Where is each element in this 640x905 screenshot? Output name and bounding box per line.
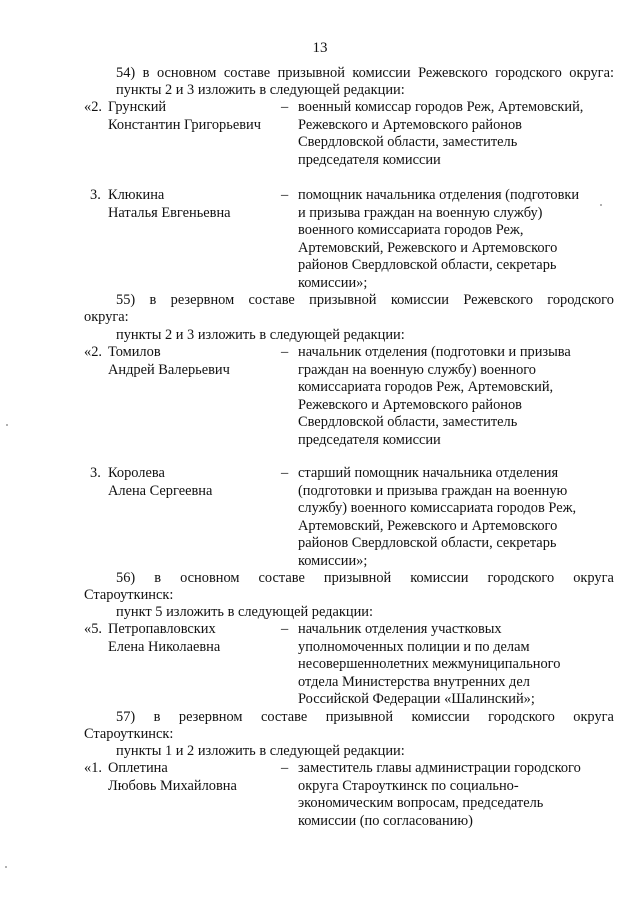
- member-name: [108, 621, 220, 656]
- position-line: старший помощник начальника отделения: [298, 465, 559, 481]
- dash: –: [281, 99, 289, 115]
- heading-word: составе: [248, 292, 295, 308]
- name-line: Королева: [108, 465, 165, 481]
- section-54-heading: [116, 65, 614, 83]
- member-position: [298, 621, 560, 709]
- heading-word: округа:: [569, 65, 614, 81]
- heading-word: комиссии: [411, 709, 470, 725]
- member-name: [108, 99, 261, 134]
- name-line: Константин Григорьевич: [108, 116, 261, 133]
- section-56-heading-cont: Староуткинск:: [84, 587, 174, 603]
- section-55-heading-cont: округа:: [84, 309, 129, 325]
- heading-word: 54): [116, 65, 136, 81]
- heading-word: городского: [547, 292, 614, 308]
- section-57-heading-cont: Староуткинск:: [84, 726, 174, 742]
- section-54-instruction: пункты 2 и 3 изложить в следующей редакции:: [116, 82, 405, 98]
- heading-word: Режевского: [463, 292, 533, 308]
- position-line: военный комиссар городов Реж, Артемовский,: [298, 99, 584, 115]
- dash: –: [281, 465, 289, 481]
- name-line: Любовь Михайловна: [108, 777, 237, 794]
- name-line: Оплетина: [108, 760, 168, 776]
- position-line: районов Свердловской области, секретарь: [298, 535, 557, 551]
- entry-number: «1.: [84, 760, 102, 776]
- name-line: Елена Николаевна: [108, 638, 221, 655]
- heading-word: основном: [180, 570, 240, 586]
- position-line: военного комиссариата городов Реж,: [298, 222, 524, 238]
- position-line: районов Свердловской области, секретарь: [298, 257, 557, 273]
- position-line: помощник начальника отделения (подготовки: [298, 187, 580, 203]
- name-line: Томилов: [108, 344, 161, 360]
- position-line: комиссии»;: [298, 274, 368, 291]
- position-line: председателя комиссии: [298, 431, 441, 448]
- heading-word: резервном: [178, 709, 243, 725]
- heading-word: призывной: [323, 570, 392, 586]
- section-56-heading: [116, 570, 614, 588]
- position-line: граждан на военную службу) военного: [298, 361, 536, 378]
- position-line: службу) военного комиссариата городов Реж,: [298, 500, 577, 516]
- section-55-heading: [116, 292, 614, 310]
- entry-number: 3.: [90, 465, 101, 481]
- heading-word: составе: [223, 65, 271, 81]
- entry-number: «5.: [84, 621, 102, 637]
- heading-word: в: [142, 65, 150, 81]
- heading-word: комиссии: [410, 570, 469, 586]
- member-name: [108, 344, 230, 379]
- dash: –: [281, 760, 289, 776]
- position-line: отдела Министерства внутренних дел: [298, 673, 530, 690]
- dash: –: [281, 187, 289, 203]
- name-line: Петропавловских: [108, 621, 216, 637]
- member-position: [298, 465, 576, 570]
- name-line: Алена Сергеевна: [108, 482, 213, 499]
- heading-word: округа: [573, 570, 614, 586]
- position-line: Свердловской области, заместитель: [298, 414, 518, 430]
- scan-speck: [600, 204, 602, 206]
- heading-word: составе: [258, 570, 305, 586]
- section-57-heading: [116, 709, 614, 727]
- heading-word: резервном: [170, 292, 235, 308]
- name-line: Грунский: [108, 99, 167, 115]
- entry-number: «2.: [84, 344, 102, 360]
- heading-word: в: [153, 709, 161, 725]
- entry-number: «2.: [84, 99, 102, 115]
- entry-number: 3.: [90, 187, 101, 203]
- name-line: Наталья Евгеньевна: [108, 204, 231, 221]
- name-line: Клюкина: [108, 187, 165, 203]
- heading-word: комиссии: [390, 292, 449, 308]
- heading-word: составе: [260, 709, 308, 725]
- heading-word: призывной: [277, 65, 345, 81]
- position-line: экономическим вопросам, председатель: [298, 795, 544, 811]
- name-line: Андрей Валерьевич: [108, 361, 230, 378]
- heading-word: городского: [488, 709, 555, 725]
- member-position: [298, 760, 581, 830]
- member-name: [108, 465, 212, 500]
- position-line: Свердловской области, заместитель: [298, 134, 518, 150]
- position-line: несовершеннолетних межмуниципального: [298, 656, 561, 672]
- page-number: 13: [312, 40, 328, 56]
- member-name: [108, 760, 237, 795]
- position-line: комиссии (по согласованию): [298, 812, 473, 829]
- position-line: округа Староуткинск по социально-: [298, 777, 519, 794]
- position-line: (подготовки и призыва граждан на военную: [298, 482, 568, 499]
- heading-word: Режевского: [418, 65, 488, 81]
- position-line: начальник отделения (подготовки и призыва: [298, 344, 571, 360]
- heading-word: округа: [573, 709, 614, 725]
- section-55-instruction: пункты 2 и 3 изложить в следующей редакции:: [116, 327, 405, 343]
- position-line: Артемовский, Режевского и Артемовского: [298, 239, 558, 256]
- position-line: начальник отделения участковых: [298, 621, 502, 637]
- scan-speck: [5, 866, 7, 868]
- position-line: Российской Федерации «Шалинский»;: [298, 691, 535, 707]
- heading-word: в: [154, 570, 162, 586]
- heading-word: 56): [116, 570, 136, 586]
- heading-word: городского: [487, 570, 555, 586]
- position-line: Режевского и Артемовского районов: [298, 116, 522, 133]
- position-line: и призыва граждан на военную службу): [298, 204, 543, 221]
- position-line: Режевского и Артемовского районов: [298, 396, 522, 413]
- dash: –: [281, 344, 289, 360]
- dash: –: [281, 621, 289, 637]
- position-line: Артемовский, Режевского и Артемовского: [298, 517, 558, 534]
- heading-word: городского: [495, 65, 562, 81]
- position-line: комиссии»;: [298, 552, 368, 569]
- section-57-instruction: пункты 1 и 2 изложить в следующей редакции:: [116, 743, 405, 759]
- heading-word: в: [149, 292, 157, 308]
- position-line: председателя комиссии: [298, 151, 441, 168]
- position-line: комиссариата городов Реж, Артемовский,: [298, 379, 554, 395]
- heading-word: комиссии: [352, 65, 411, 81]
- position-line: уполномоченных полиции и по делам: [298, 638, 530, 655]
- position-line: заместитель главы администрации городского: [298, 760, 581, 776]
- member-name: [108, 187, 231, 222]
- heading-word: 57): [116, 709, 136, 725]
- member-position: [298, 344, 571, 449]
- heading-word: призывной: [309, 292, 377, 308]
- scan-speck: [6, 424, 8, 426]
- member-position: [298, 99, 583, 169]
- section-56-instruction: пункт 5 изложить в следующей редакции:: [116, 604, 373, 620]
- heading-word: призывной: [325, 709, 394, 725]
- heading-word: 55): [116, 292, 136, 308]
- heading-word: основном: [156, 65, 217, 81]
- member-position: [298, 187, 579, 292]
